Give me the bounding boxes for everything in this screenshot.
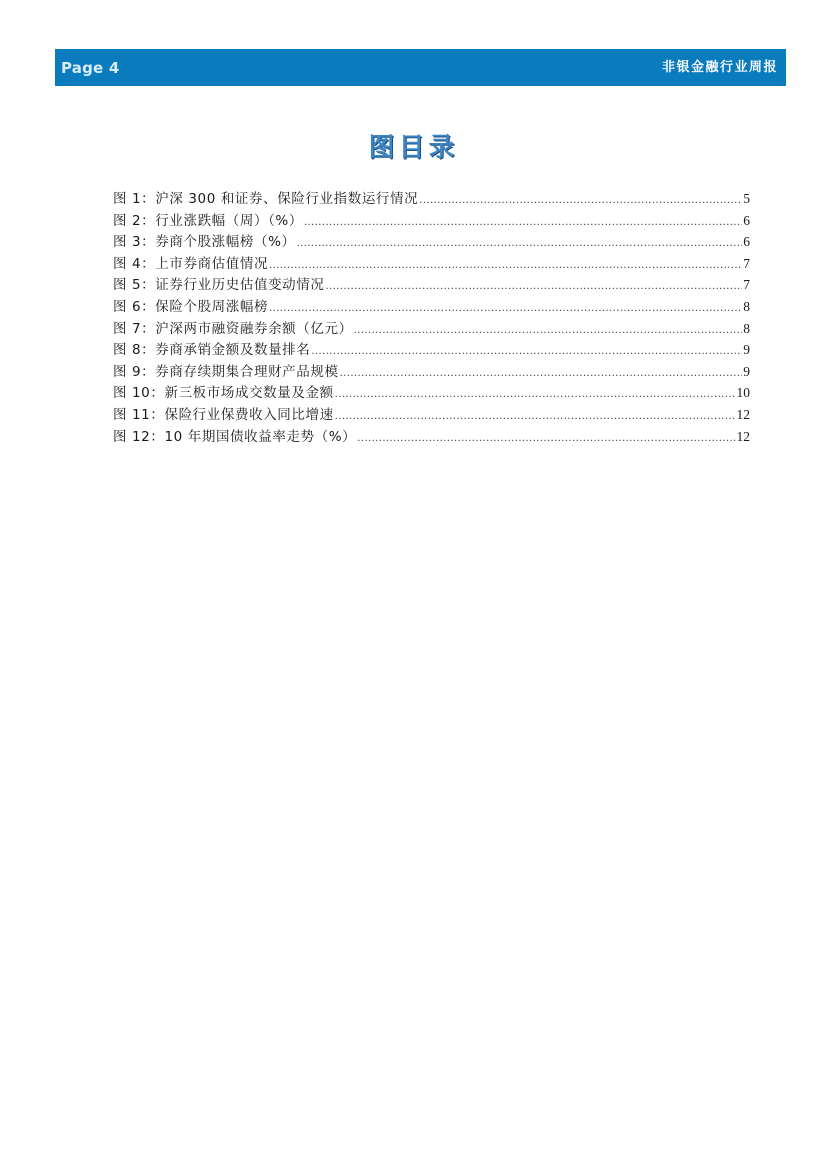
toc-entry[interactable] [113,253,750,275]
toc-entry-page: 7 [743,277,750,293]
toc-entry-page: 6 [743,234,750,250]
toc-entry-label: 图 1：沪深 300 和证券、保险行业指数运行情况 [113,191,419,207]
toc-dot-leader [335,384,736,406]
toc-dot-leader [325,276,742,298]
toc-entry[interactable] [113,382,750,404]
toc-entry[interactable] [113,188,750,210]
toc-entry[interactable] [113,318,750,340]
toc-entry-label: 图 12：10 年期国债收益率走势（%） [113,428,357,445]
toc-entry-label: 图 11：保险行业保费收入同比增速 [113,406,334,423]
toc-dot-leader [311,341,742,363]
toc-dot-leader [269,255,742,277]
toc-entry-page: 10 [736,385,750,401]
toc-dot-leader [357,428,735,450]
report-title: 非银金融行业周报 [661,60,778,75]
toc-dot-leader [304,212,742,234]
toc-entry[interactable] [113,231,750,253]
toc-dot-leader [340,363,743,385]
toc-entry-page: 12 [736,406,750,422]
toc-entry-page: 8 [743,298,750,314]
toc-entry-label: 图 10：新三板市场成交数量及金额 [113,385,334,402]
toc-dot-leader [269,298,742,320]
toc-entry-label: 图 9：券商存续期集合理财产品规模 [113,363,339,380]
toc-entry-label: 图 8：券商承销金额及数量排名 [113,342,311,359]
toc-entry[interactable] [113,210,750,232]
toc-entry-page: 5 [743,191,750,206]
page-number-label: Page 4 [61,59,120,77]
toc-entry-label: 图 6：保险个股周涨幅榜 [113,298,269,315]
toc-entry[interactable] [113,339,750,361]
toc-entry-page: 6 [743,212,750,228]
toc-entry-page: 8 [743,320,750,336]
figure-toc-list [113,188,750,447]
toc-entry[interactable] [113,274,750,296]
toc-entry[interactable] [113,296,750,318]
toc-dot-leader [335,406,736,428]
toc-entry-label: 图 5：证券行业历史估值变动情况 [113,277,325,294]
toc-entry-page: 9 [743,363,750,379]
toc-dot-leader [297,233,743,255]
toc-dot-leader [419,190,742,212]
toc-entry-label: 图 4：上市券商估值情况 [113,255,269,272]
toc-entry-label: 图 2：行业涨跌幅（周）（%） [113,212,303,229]
toc-entry[interactable] [113,404,750,426]
toc-entry-label: 图 3：券商个股涨幅榜（%） [113,234,296,251]
toc-entry-page: 12 [736,428,750,444]
toc-entry-page: 7 [743,255,750,271]
toc-entry-label: 图 7：沪深两市融资融券余额（亿元） [113,320,353,337]
toc-entry-page: 9 [743,342,750,358]
page-header-bar [55,49,786,86]
toc-dot-leader [354,320,743,342]
figure-toc-heading: 图目录 [368,133,459,163]
toc-entry[interactable] [113,361,750,383]
toc-entry[interactable] [113,426,750,448]
